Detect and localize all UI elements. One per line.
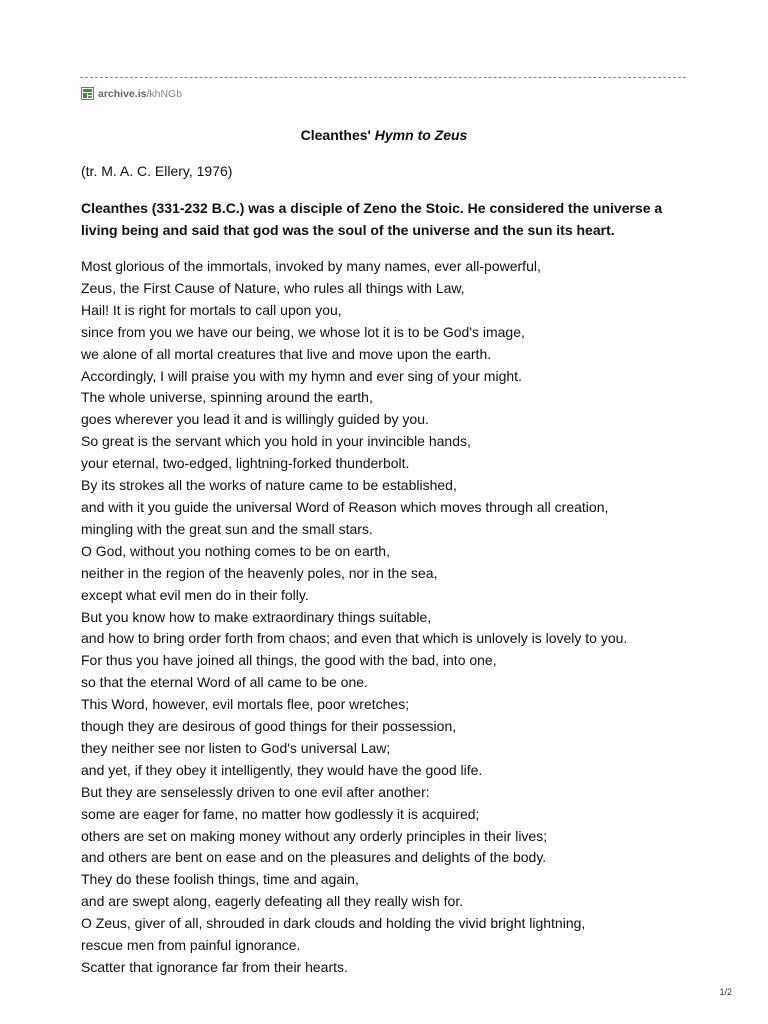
archive-favicon-icon xyxy=(81,87,94,100)
poem-line: except what evil men do in their folly. xyxy=(81,586,309,603)
poem-line: and are swept along, eagerly defeating all they really wish for. xyxy=(81,893,464,910)
poem-line: neither in the region of the heavenly poles, nor in the sea, xyxy=(81,564,438,581)
archive-path: /khNGb xyxy=(146,87,183,100)
page-title xyxy=(0,126,768,144)
poem-line: we alone of all mortal creatures that live and move upon the earth. xyxy=(81,345,492,362)
poem-line: since from you we have our being, we whose lot it is to be God's image, xyxy=(81,323,525,340)
poem-line: They do these foolish things, time and again, xyxy=(81,871,359,888)
poem-line: So great is the servant which you hold in your invincible hands, xyxy=(81,433,471,450)
poem-line: and with it you guide the universal Word of Reason which moves through all creation, xyxy=(81,498,609,515)
poem-line: But you know how to make extraordinary things suitable, xyxy=(81,608,432,625)
archive-host: archive.is xyxy=(98,87,147,100)
poem-line: This Word, however, evil mortals flee, poor wretches; xyxy=(81,696,410,713)
poem-line: O Zeus, giver of all, shrouded in dark clouds and holding the vivid bright lightning, xyxy=(81,915,586,932)
poem-line: though they are desirous of good things for their possession, xyxy=(81,718,457,735)
title-author: Cleanthes' xyxy=(300,127,371,143)
intro-paragraph: Cleanthes (331-232 B.C.) was a disciple of Zeno the Stoic. He considered the universe a living being and said that god was the soul of the universe and the sun its heart. xyxy=(81,200,663,238)
poem-line: Accordingly, I will praise you with my hymn and ever sing of your might. xyxy=(81,367,522,384)
poem-line: rescue men from painful ignorance. xyxy=(81,937,301,954)
poem-line: and others are bent on ease and on the pleasures and delights of the body. xyxy=(81,849,547,866)
poem-line: Zeus, the First Cause of Nature, who rules all things with Law, xyxy=(81,279,465,296)
poem-line: your eternal, two-edged, lightning-forked thunderbolt. xyxy=(81,455,410,472)
poem-line: some are eager for fame, no matter how godlessly it is acquired; xyxy=(81,805,480,822)
page-number: 1/2 xyxy=(719,987,732,997)
poem-line: and how to bring order forth from chaos; and even that which is unlovely is lovely to you. xyxy=(81,630,628,647)
poem-line: Hail! It is right for mortals to call upon you, xyxy=(81,301,342,318)
archive-link[interactable] xyxy=(81,87,182,100)
poem-text xyxy=(81,256,701,979)
poem-line: they neither see nor listen to God's universal Law; xyxy=(81,739,391,756)
poem-line: others are set on making money without any orderly principles in their lives; xyxy=(81,827,548,844)
poem-line: For thus you have joined all things, the good with the bad, into one, xyxy=(81,652,497,669)
poem-line: The whole universe, spinning around the earth, xyxy=(81,389,373,406)
title-work: Hymn to Zeus xyxy=(374,127,468,143)
poem-line: and yet, if they obey it intelligently, they would have the good life. xyxy=(81,761,483,778)
poem-line: goes wherever you lead it and is willingly guided by you. xyxy=(81,411,429,428)
header-divider xyxy=(80,77,686,78)
poem-line: Scatter that ignorance far from their hearts. xyxy=(81,959,348,975)
poem-line: But they are senselessly driven to one evil after another: xyxy=(81,783,430,800)
poem-line: mingling with the great sun and the small stars. xyxy=(81,520,373,537)
poem-line: so that the eternal Word of all came to be one. xyxy=(81,674,368,691)
poem-line: O God, without you nothing comes to be on earth, xyxy=(81,542,390,559)
poem-line: Most glorious of the immortals, invoked by many names, ever all-powerful, xyxy=(81,258,541,274)
poem-line: By its strokes all the works of nature came to be established, xyxy=(81,477,457,494)
translator-credit: (tr. M. A. C. Ellery, 1976) xyxy=(81,163,233,179)
